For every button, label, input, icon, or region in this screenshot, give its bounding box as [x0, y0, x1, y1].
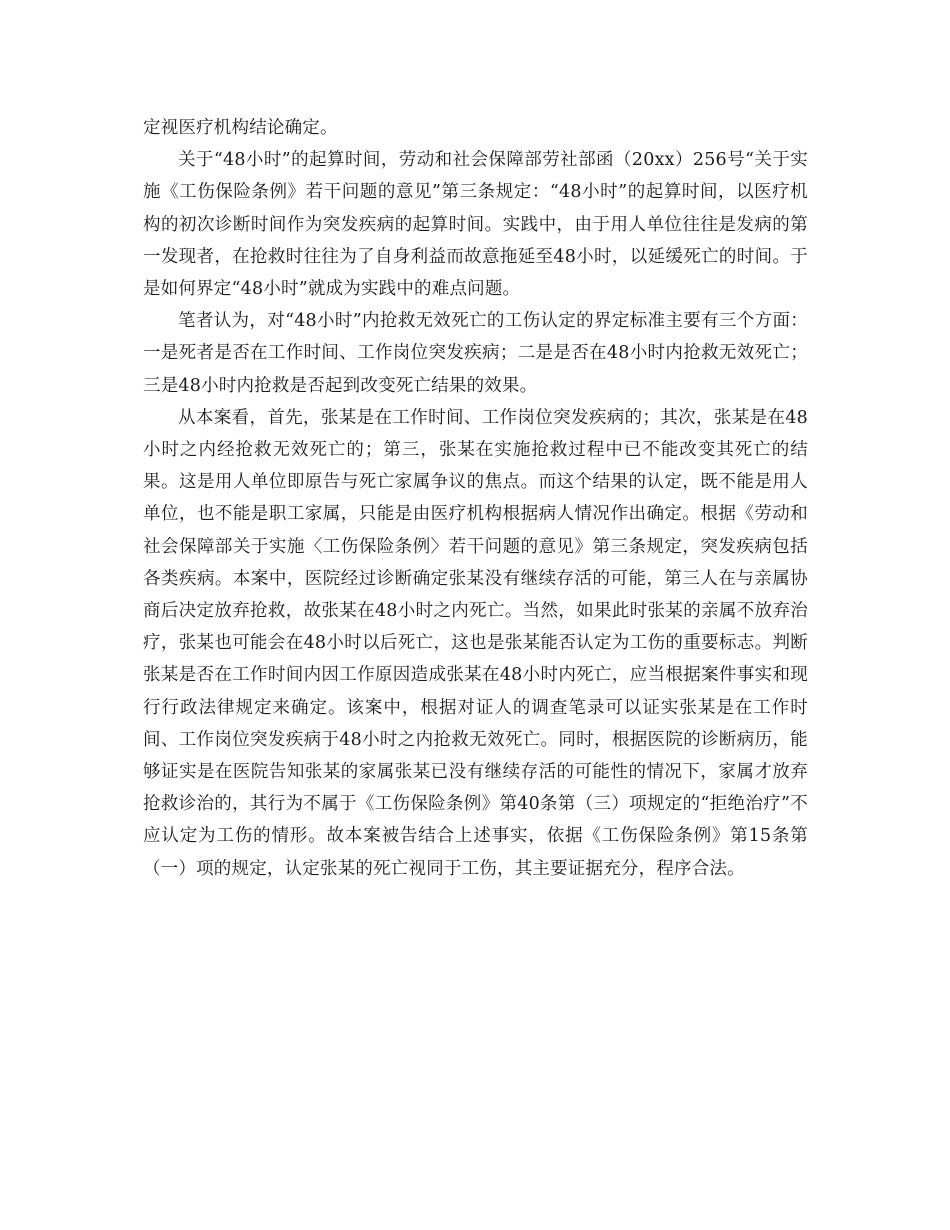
document-body — [143, 112, 808, 885]
paragraph-48-hours-start-time: 关于“48小时”的起算时间，劳动和社会保障部劳社部函（20xx）256号“关于实施《工伤保险条例》若干问题的意见”第三条规定：“48小时”的起算时间，以医疗机构的初次诊断时间作为突发疾病的起算时间。实践中，由于用人单位往往是发病的第一发现者，在抢救时往往为了自身利益而故意拖延至48小时，以延缓死亡的时间。于是如何界定“48小时”就成为实践中的难点问题。 — [143, 150, 808, 300]
paragraph-continuation: 定视医疗机构结论确定。 — [143, 118, 338, 138]
paragraph-case-analysis: 从本案看，首先，张某是在工作时间、工作岗位突发疾病的；其次，张某是在48小时之内经抢救无效死亡的；第三，张某在实施抢救过程中已不能改变其死亡的结果。这是用人单位即原告与死亡家属争议的焦点。而这个结果的认定，既不能是用人单位，也不能是职工家属，只能是由医疗机构根据病人情况作出确定。根据《劳动和社会保障部关于实施〈工伤保险条例〉若干问题的意见》第三条规定，突发疾病包括各类疾病。本案中，医院经过诊断确定张某没有继续存活的可能，第三人在与亲属协商后决定放弃抢救，故张某在48小时之内死亡。当然，如果此时张某的亲属不放弃治疗，张某也可能会在48小时以后死亡，这也是张某能否认定为工伤的重要标志。判断张某是否在工作时间内因工作原因造成张某在48小时内死亡，应当根据案件事实和现行行政法律规定来确定。该案中，根据对证人的调查笔录可以证实张某是在工作时间、工作岗位突发疾病于48小时之内抢救无效死亡。同时，根据医院的诊断病历，能够证实是在医院告知张某的家属张某已没有继续存活的可能性的情况下，家属才放弃抢救诊治的，其行为不属于《工伤保险条例》第40条第（三）项规定的“拒绝治疗”不应认定为工伤的情形。故本案被告结合上述事实，依据《工伤保险条例》第15条第（一）项的规定，认定张某的死亡视同于工伤，其主要证据充分，程序合法。 — [143, 407, 808, 879]
paragraph-author-opinion: 笔者认为，对“48小时”内抢救无效死亡的工伤认定的界定标准主要有三个方面：一是死者是否在工作时间、工作岗位突发疾病；二是是否在48小时内抢救无效死亡；三是48小时内抢救是否起到改变死亡结果的效果。 — [143, 311, 808, 396]
